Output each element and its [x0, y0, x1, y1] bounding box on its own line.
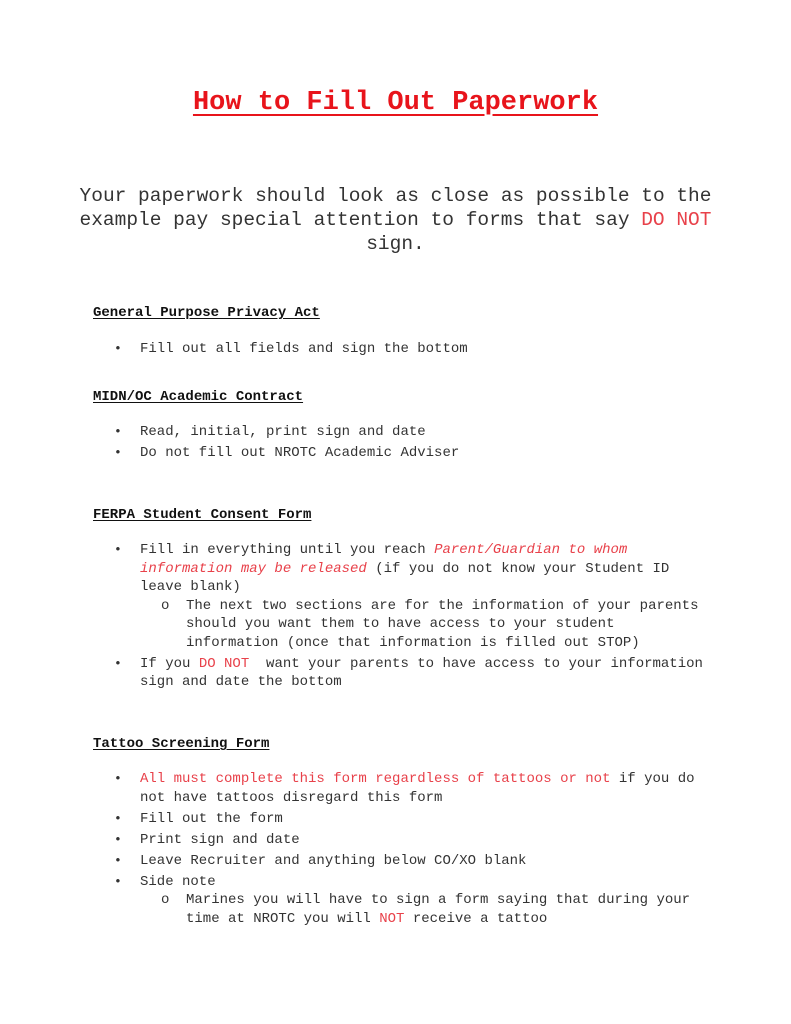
tattoo-list	[93, 770, 713, 931]
list-item-text: if you do not have tattoos disregard this form	[140, 771, 695, 806]
sub-list-item	[140, 597, 713, 653]
ferpa-sublist	[140, 597, 713, 653]
list-item-text: (if you do not know your Student ID leave blank)	[140, 560, 670, 595]
intro-paragraph	[60, 184, 731, 256]
list-item	[93, 423, 713, 442]
section-heading-ferpa: FERPA Student Consent Form	[93, 507, 312, 523]
tattoo-sublist	[140, 891, 713, 928]
bullet-icon: •	[114, 655, 122, 671]
sub-list-item-text: The next two sections are for the information of your parents should you want them to have access to your student information (once that information is filled out STOP)	[186, 597, 699, 651]
list-item-highlight: Parent/Guardian to whom information may be released	[140, 542, 628, 577]
list-item	[93, 340, 713, 359]
bullet-icon: •	[114, 445, 122, 460]
bullet-icon: •	[114, 810, 122, 826]
bullet-icon: •	[114, 831, 122, 847]
list-item-text: Do not fill out NROTC Academic Adviser	[140, 445, 460, 461]
list-item-text: Side note	[140, 873, 216, 890]
intro-text-end: sign.	[366, 233, 425, 255]
section-heading-academic: MIDN/OC Academic Contract	[93, 389, 304, 405]
list-item	[93, 873, 713, 929]
bullet-icon: •	[114, 873, 122, 889]
intro-text: Your paperwork should look as close as possible to the example pay special attention to forms that say	[79, 185, 712, 231]
bullet-icon: •	[114, 771, 122, 786]
bullet-icon: •	[114, 852, 122, 868]
privacy-list	[93, 340, 713, 361]
intro-highlight: DO NOT	[641, 209, 712, 231]
list-item-text: want your parents to have access to your information sign and date the bottom	[140, 655, 712, 690]
list-item-text: Leave Recruiter and anything below CO/XO blank	[140, 852, 527, 869]
bullet-icon: •	[114, 542, 122, 557]
list-item-highlight: DO NOT	[198, 655, 250, 672]
section-heading-tattoo: Tattoo Screening Form	[93, 736, 270, 752]
list-item	[93, 655, 713, 692]
list-item	[93, 444, 713, 463]
sub-list-item-text: receive a tattoo	[404, 910, 548, 927]
sub-bullet-icon: o	[161, 597, 170, 614]
list-item	[93, 770, 713, 807]
list-item-text: Fill out all fields and sign the bottom	[140, 341, 468, 357]
academic-list	[93, 423, 713, 465]
list-item-text: Print sign and date	[140, 831, 300, 848]
ferpa-list	[93, 541, 713, 694]
list-item	[93, 541, 713, 652]
sub-list-item	[140, 891, 713, 928]
page-title-text: How to Fill Out Paperwork	[192, 88, 599, 118]
list-item-text: Read, initial, print sign and date	[140, 424, 426, 440]
list-item-text: Fill out the form	[140, 810, 283, 827]
page-title	[0, 88, 791, 118]
list-item	[93, 810, 713, 829]
sub-list-item-highlight: NOT	[379, 910, 405, 927]
list-item	[93, 852, 713, 871]
list-item	[93, 831, 713, 850]
bullet-icon: •	[114, 424, 122, 439]
list-item-highlight: All must complete this form regardless of tattoos or not	[140, 771, 611, 787]
section-heading-privacy: General Purpose Privacy Act	[93, 305, 320, 321]
list-item-text: If you	[140, 655, 199, 672]
bullet-icon: •	[114, 341, 122, 356]
sub-bullet-icon: o	[161, 892, 170, 908]
list-item-text: Fill in everything until you reach	[140, 542, 435, 558]
sub-list-item-text: Marines you will have to sign a form saying that during your time at NROTC you will	[186, 892, 691, 927]
